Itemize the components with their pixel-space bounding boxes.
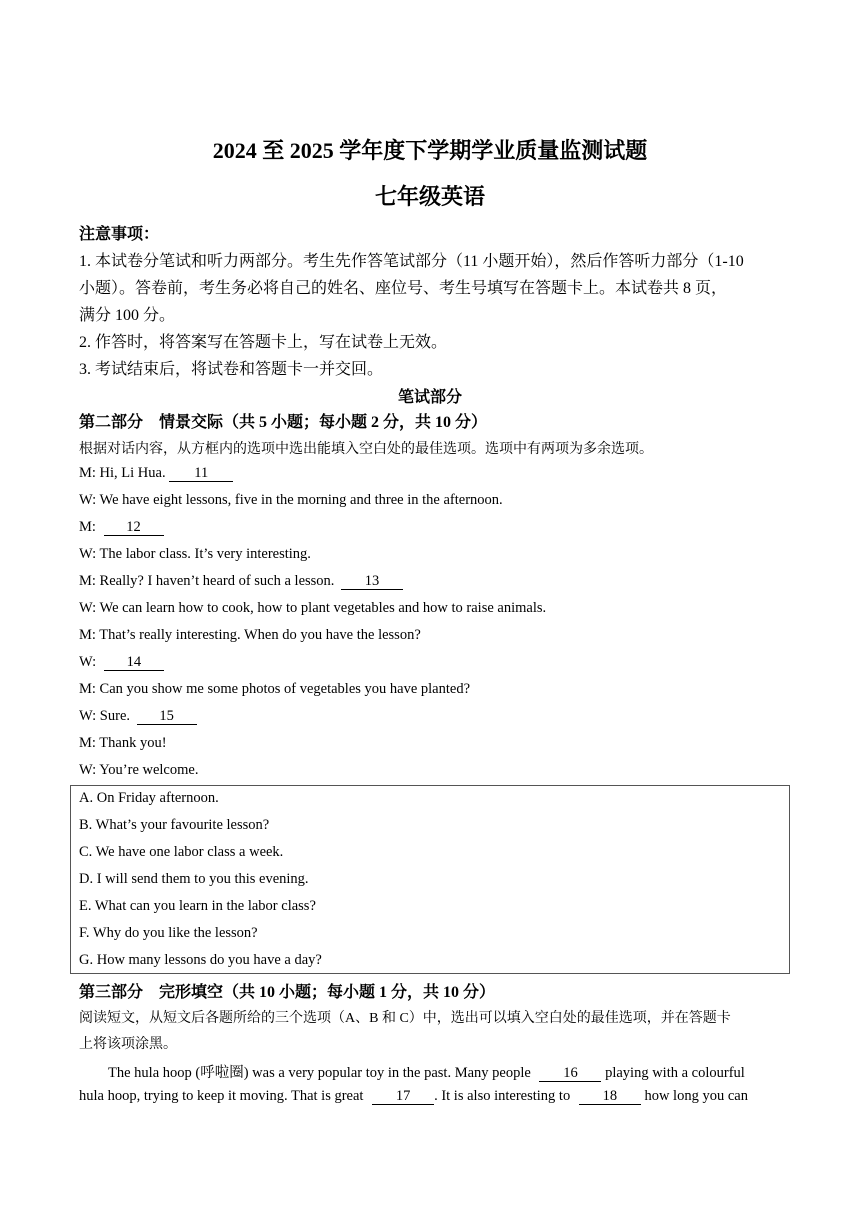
answer-blank-15: 15 <box>137 709 197 725</box>
answer-blank-13: 13 <box>341 574 403 590</box>
option-item: G. How many lessons do you have a day? <box>79 952 322 968</box>
note-item-1-line-2: 小题）。答卷前，考生务必将自己的姓名、座位号、考生号填写在答题卡上。本试卷共 8 页， <box>79 280 728 297</box>
part3-instruction-line-2: 上将该项涂黑。 <box>79 1037 177 1052</box>
answer-blank-17: 17 <box>372 1089 434 1105</box>
written-part-label: 笔试部分 <box>397 389 462 406</box>
answer-blank-11: 11 <box>169 466 233 482</box>
option-item: A. On Friday afternoon. <box>79 790 219 806</box>
dialogue-line: W: We have eight lessons, five in the morning and three in the afternoon. <box>79 492 503 508</box>
cloze-paragraph-line-1: The hula hoop (呼啦圈) was a very popular toy in the past. Many people 16 playing with a colourful <box>108 1065 745 1081</box>
dialogue-line: M: 12 <box>79 519 164 536</box>
dialogue-line: W: We can learn how to cook, how to plant vegetables and how to raise animals. <box>79 600 547 616</box>
answer-blank-18: 18 <box>579 1089 641 1105</box>
part3-instruction-line-1: 阅读短文，从短文后各题所给的三个选项（A、B 和 C）中，选出可以填入空白处的最佳选项，并在答题卡 <box>79 1011 731 1026</box>
option-item: B. What’s your favourite lesson? <box>79 817 270 833</box>
cloze-paragraph-line-2: hula hoop, trying to keep it moving. That is great 17 . It is also interesting to 18 how long you can <box>79 1088 748 1104</box>
dialogue-line: W: The labor class. It’s very interesting. <box>79 546 311 562</box>
note-item-1-line-1: 1. 本试卷分笔试和听力两部分。考生先作答笔试部分（11 小题开始），然后作答听力部分（1-10 <box>79 253 744 270</box>
part2-heading: 第二部分 情景交际（共 5 小题；每小题 2 分，共 10 分） <box>79 414 488 431</box>
part2-instruction: 根据对话内容，从方框内的选项中选出能填入空白处的最佳选项。选项中有两项为多余选项。 <box>79 442 653 457</box>
page-title: 2024 至 2025 学年度下学期学业质量监测试题 <box>212 138 648 163</box>
dialogue-line: M: Can you show me some photos of vegetables you have planted? <box>79 681 471 697</box>
dialogue-line: W: Sure. 15 <box>79 708 197 725</box>
option-item: C. We have one labor class a week. <box>79 844 284 860</box>
dialogue-line: M: Thank you! <box>79 735 167 751</box>
answer-blank-14: 14 <box>104 655 164 671</box>
page-subtitle: 七年级英语 <box>374 184 485 209</box>
dialogue-line: W: You’re welcome. <box>79 762 199 778</box>
note-item-2: 2. 作答时，将答案写在答题卡上，写在试卷上无效。 <box>79 334 448 351</box>
option-item: F. Why do you like the lesson? <box>79 925 258 941</box>
note-item-1-line-3: 满分 100 分。 <box>79 307 176 324</box>
dialogue-line: M: That’s really interesting. When do you have the lesson? <box>79 627 421 643</box>
answer-blank-16: 16 <box>539 1066 601 1082</box>
part3-heading: 第三部分 完形填空（共 10 小题；每小题 1 分，共 10 分） <box>79 984 496 1001</box>
note-item-3: 3. 考试结束后，将试卷和答题卡一并交回。 <box>79 361 384 378</box>
dialogue-line: M: Hi, Li Hua. 11 <box>79 465 233 482</box>
notes-heading: 注意事项： <box>79 226 160 243</box>
answer-blank-12: 12 <box>104 520 164 536</box>
dialogue-line: W: 14 <box>79 654 164 671</box>
option-item: E. What can you learn in the labor class? <box>79 898 316 914</box>
dialogue-line: M: Really? I haven’t heard of such a lesson. 13 <box>79 573 403 590</box>
option-item: D. I will send them to you this evening. <box>79 871 309 887</box>
